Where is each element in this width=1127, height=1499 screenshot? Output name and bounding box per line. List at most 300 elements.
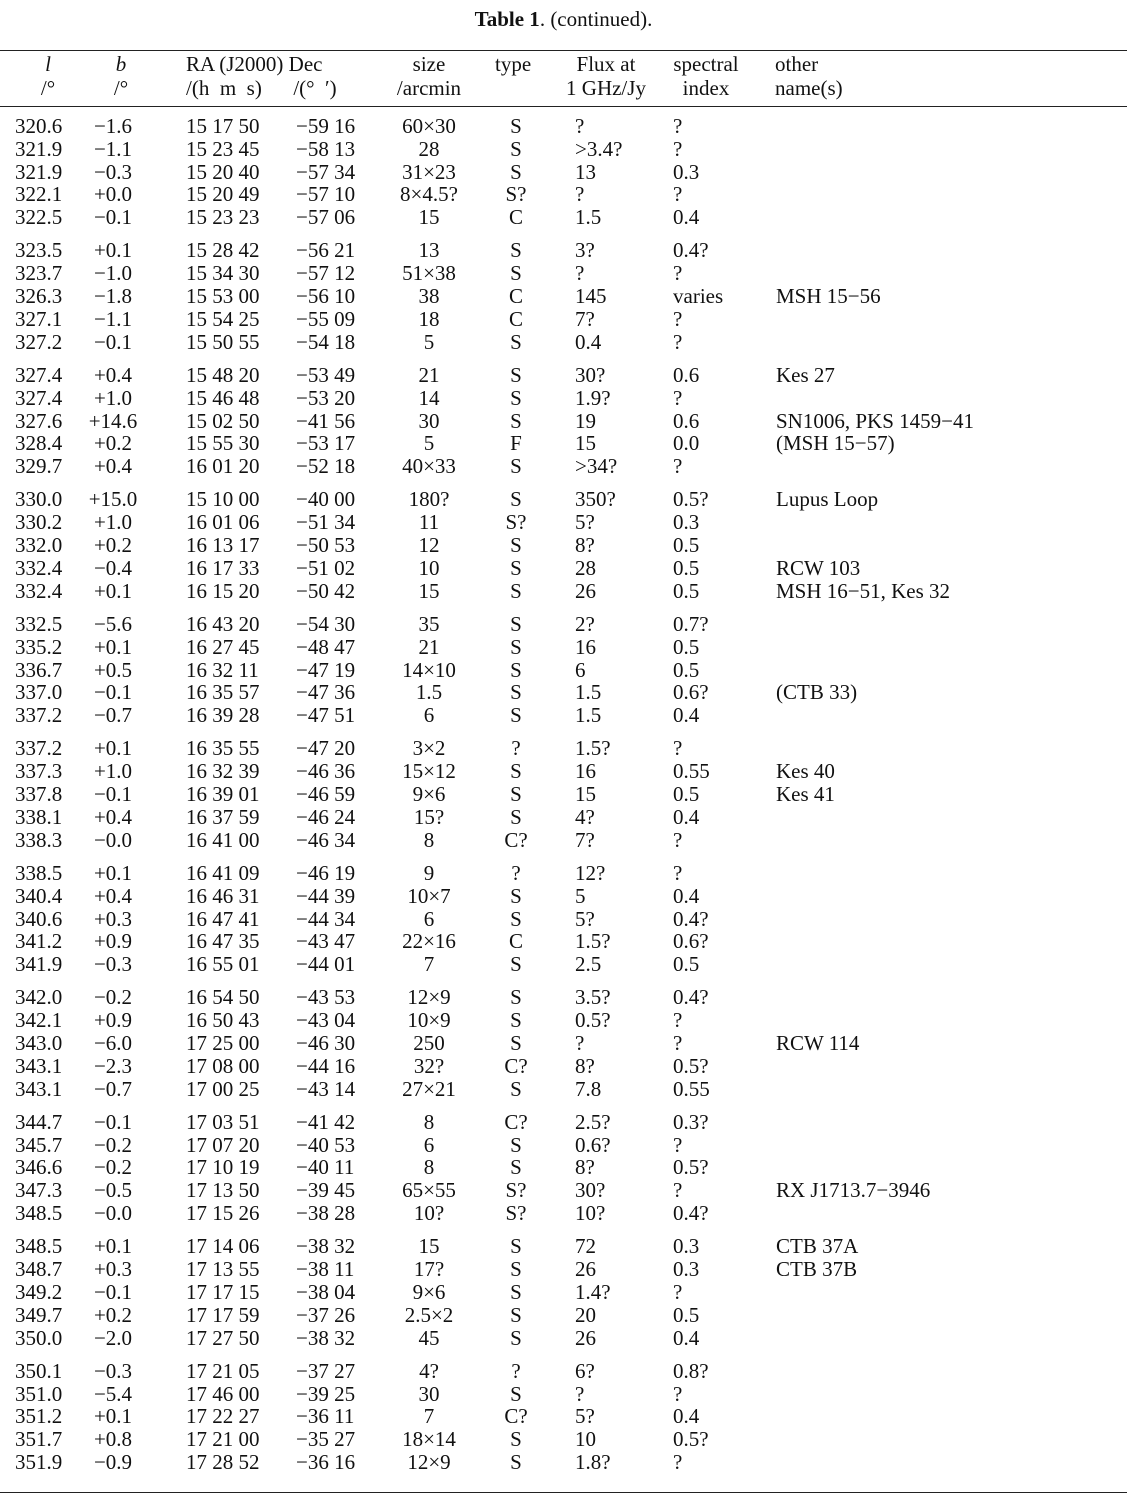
cell-ra: 17 08 00 bbox=[186, 1053, 260, 1078]
cell-flux: 350? bbox=[575, 487, 616, 512]
cell-l: 321.9 bbox=[15, 136, 63, 161]
cell-spectral-index: 0.3? bbox=[673, 1109, 709, 1134]
cell-other-names: Kes 41 bbox=[776, 782, 835, 807]
cell-type: S bbox=[510, 782, 522, 807]
cell-l: 346.6 bbox=[15, 1155, 63, 1180]
cell-b: −0.7 bbox=[93, 1076, 133, 1101]
cell-dec: −40 00 bbox=[296, 487, 356, 512]
cell-size: 65×55 bbox=[402, 1178, 456, 1203]
cell-b: −0.1 bbox=[93, 782, 133, 807]
cell-type: S bbox=[510, 703, 522, 728]
cell-spectral-index: ? bbox=[673, 114, 683, 138]
cell-flux: 7? bbox=[575, 827, 595, 852]
cell-size: 6 bbox=[423, 906, 435, 931]
cell-ra: 17 15 26 bbox=[186, 1201, 260, 1226]
cell-type: S bbox=[510, 114, 522, 138]
cell-flux: ? bbox=[575, 1381, 585, 1406]
cell-dec: −50 53 bbox=[296, 533, 356, 558]
cell-size: 8 bbox=[423, 827, 435, 852]
cell-ra: 15 23 45 bbox=[186, 136, 260, 161]
table-row bbox=[0, 331, 1127, 354]
cell-dec: −38 32 bbox=[296, 1325, 356, 1350]
cell-type: S bbox=[510, 906, 522, 931]
cell-b: +15.0 bbox=[88, 487, 138, 512]
cell-spectral-index: 0.5 bbox=[673, 952, 700, 977]
cell-b: −5.6 bbox=[93, 611, 133, 636]
cell-ra: 17 28 52 bbox=[186, 1450, 260, 1475]
cell-b: −0.7 bbox=[93, 703, 133, 728]
cell-dec: −44 16 bbox=[296, 1053, 356, 1078]
cell-type: S bbox=[510, 385, 522, 410]
cell-b: +0.4 bbox=[93, 362, 133, 387]
cell-flux: 0.6? bbox=[575, 1132, 611, 1157]
cell-size: 14×10 bbox=[402, 657, 456, 682]
cell-spectral-index: 0.6 bbox=[673, 408, 700, 433]
cell-ra: 15 48 20 bbox=[186, 362, 260, 387]
cell-dec: −39 25 bbox=[296, 1381, 356, 1406]
cell-flux: 2.5 bbox=[575, 952, 602, 977]
cell-spectral-index: 0.5 bbox=[673, 578, 700, 603]
cell-size: 32? bbox=[413, 1053, 445, 1078]
cell-ra: 17 07 20 bbox=[186, 1132, 260, 1157]
cell-type: S bbox=[510, 634, 522, 659]
cell-l: 344.7 bbox=[15, 1109, 63, 1134]
cell-spectral-index: 0.5? bbox=[673, 487, 709, 512]
cell-spectral-index: 0.5 bbox=[673, 782, 700, 807]
table-row bbox=[0, 986, 1127, 1009]
cell-spectral-index: 0.4? bbox=[673, 906, 709, 931]
cell-dec: −50 42 bbox=[296, 578, 356, 603]
cell-l: 350.1 bbox=[15, 1358, 63, 1383]
cell-ra: 15 53 00 bbox=[186, 284, 260, 309]
cell-b: −0.3 bbox=[93, 159, 133, 184]
header-spectral-index: spectral index bbox=[673, 52, 739, 100]
cell-b: +0.4 bbox=[93, 454, 133, 479]
cell-type: S bbox=[510, 362, 522, 387]
top-rule bbox=[0, 50, 1127, 51]
cell-ra: 15 50 55 bbox=[186, 329, 260, 354]
cell-dec: −38 11 bbox=[296, 1257, 355, 1282]
cell-type: C? bbox=[504, 1053, 528, 1078]
cell-dec: −44 39 bbox=[296, 883, 356, 908]
cell-flux: 8? bbox=[575, 1053, 595, 1078]
cell-spectral-index: 0.6? bbox=[673, 680, 709, 705]
cell-spectral-index: ? bbox=[673, 182, 683, 207]
table-caption bbox=[0, 7, 1127, 31]
cell-b: −0.3 bbox=[93, 1358, 133, 1383]
cell-ra: 16 46 31 bbox=[186, 883, 260, 908]
cell-flux: 4? bbox=[575, 804, 595, 829]
cell-dec: −44 34 bbox=[296, 906, 356, 931]
cell-size: 180? bbox=[408, 487, 450, 512]
cell-b: +0.1 bbox=[93, 736, 133, 761]
cell-other-names: (MSH 15−57) bbox=[776, 431, 895, 456]
row-group bbox=[0, 737, 1127, 851]
cell-size: 40×33 bbox=[402, 454, 456, 479]
cell-dec: −53 20 bbox=[296, 385, 356, 410]
table-row bbox=[0, 580, 1127, 603]
table-row bbox=[0, 1156, 1127, 1179]
cell-l: 338.5 bbox=[15, 860, 63, 885]
cell-size: 15 bbox=[418, 205, 440, 230]
cell-ra: 15 20 40 bbox=[186, 159, 260, 184]
table-row bbox=[0, 1428, 1127, 1451]
cell-b: +0.1 bbox=[93, 860, 133, 885]
cell-dec: −46 24 bbox=[296, 804, 356, 829]
cell-l: 330.2 bbox=[15, 510, 63, 535]
cell-type: S bbox=[510, 329, 522, 354]
cell-flux: 26 bbox=[575, 578, 596, 603]
cell-ra: 17 17 15 bbox=[186, 1279, 260, 1304]
cell-l: 349.7 bbox=[15, 1302, 63, 1327]
cell-size: 10×7 bbox=[407, 883, 451, 908]
cell-ra: 16 54 50 bbox=[186, 985, 260, 1010]
row-group bbox=[0, 862, 1127, 976]
cell-size: 51×38 bbox=[402, 261, 456, 286]
cell-spectral-index: ? bbox=[673, 1132, 683, 1157]
cell-type: S bbox=[510, 759, 522, 784]
cell-ra: 16 41 00 bbox=[186, 827, 260, 852]
cell-dec: −40 11 bbox=[296, 1155, 355, 1180]
cell-dec: −43 14 bbox=[296, 1076, 356, 1101]
cell-type: S bbox=[510, 611, 522, 636]
row-group bbox=[0, 1111, 1127, 1225]
table-row bbox=[0, 659, 1127, 682]
cell-type: S bbox=[510, 657, 522, 682]
cell-l: 348.5 bbox=[15, 1201, 63, 1226]
cell-type: S bbox=[510, 985, 522, 1010]
cell-l: 351.7 bbox=[15, 1427, 63, 1452]
cell-type: S bbox=[510, 1257, 522, 1282]
cell-b: −1.0 bbox=[93, 261, 133, 286]
cell-l: 327.4 bbox=[15, 385, 63, 410]
cell-l: 337.2 bbox=[15, 703, 63, 728]
cell-type: ? bbox=[511, 736, 521, 761]
table-row bbox=[0, 1111, 1127, 1134]
cell-size: 28 bbox=[418, 136, 440, 161]
cell-b: +0.3 bbox=[93, 1257, 133, 1282]
cell-ra: 17 46 00 bbox=[186, 1381, 260, 1406]
cell-size: 1.5 bbox=[415, 680, 443, 705]
cell-l: 338.1 bbox=[15, 804, 63, 829]
cell-type: S? bbox=[505, 510, 527, 535]
cell-size: 6 bbox=[423, 1132, 435, 1157]
cell-type: C bbox=[508, 205, 523, 230]
cell-type: F bbox=[510, 431, 522, 456]
cell-flux: >3.4? bbox=[575, 136, 623, 161]
cell-ra: 16 39 28 bbox=[186, 703, 260, 728]
cell-dec: −53 49 bbox=[296, 362, 356, 387]
cell-b: −0.1 bbox=[93, 680, 133, 705]
table-row bbox=[0, 432, 1127, 455]
cell-b: −1.8 bbox=[93, 284, 133, 309]
cell-type: S? bbox=[505, 1178, 527, 1203]
cell-ra: 16 39 01 bbox=[186, 782, 260, 807]
cell-spectral-index: 0.4 bbox=[673, 1325, 700, 1350]
cell-ra: 16 41 09 bbox=[186, 860, 260, 885]
cell-flux: 19 bbox=[575, 408, 596, 433]
cell-flux: 30? bbox=[575, 1178, 606, 1203]
cell-flux: ? bbox=[575, 1030, 585, 1055]
cell-size: 12×9 bbox=[407, 1450, 451, 1475]
cell-l: 350.0 bbox=[15, 1325, 63, 1350]
cell-size: 14 bbox=[418, 385, 440, 410]
cell-flux: 6? bbox=[575, 1358, 595, 1383]
cell-dec: −46 59 bbox=[296, 782, 356, 807]
header-radec: RA (J2000) Dec /(h m s) /(° ′) bbox=[186, 52, 337, 100]
cell-flux: 1.5? bbox=[575, 929, 611, 954]
cell-flux: 26 bbox=[575, 1325, 596, 1350]
cell-dec: −54 30 bbox=[296, 611, 356, 636]
table-row bbox=[0, 1405, 1127, 1428]
cell-type: C? bbox=[504, 1404, 528, 1429]
cell-size: 45 bbox=[418, 1325, 440, 1350]
cell-l: 330.0 bbox=[15, 487, 63, 512]
cell-l: 323.7 bbox=[15, 261, 63, 286]
cell-size: 8 bbox=[423, 1109, 435, 1134]
cell-flux: ? bbox=[575, 261, 585, 286]
row-group bbox=[0, 239, 1127, 353]
cell-flux: 12? bbox=[575, 860, 606, 885]
cell-ra: 16 01 06 bbox=[186, 510, 260, 535]
table-row bbox=[0, 681, 1127, 704]
cell-other-names: CTB 37A bbox=[776, 1234, 859, 1259]
cell-ra: 15 54 25 bbox=[186, 306, 260, 331]
cell-flux: 0.5? bbox=[575, 1008, 611, 1033]
cell-size: 9×6 bbox=[412, 1279, 446, 1304]
cell-dec: −44 01 bbox=[296, 952, 356, 977]
cell-size: 2.5×2 bbox=[404, 1302, 454, 1327]
header-type: type bbox=[495, 52, 532, 76]
cell-spectral-index: ? bbox=[673, 261, 683, 286]
cell-b: −0.3 bbox=[93, 952, 133, 977]
table-row bbox=[0, 308, 1127, 331]
cell-spectral-index: ? bbox=[673, 860, 683, 885]
cell-type: S bbox=[510, 1132, 522, 1157]
cell-b: +0.9 bbox=[93, 929, 133, 954]
cell-b: +0.1 bbox=[93, 578, 133, 603]
cell-spectral-index: 0.7? bbox=[673, 611, 709, 636]
cell-l: 337.0 bbox=[15, 680, 63, 705]
cell-type: S bbox=[510, 159, 522, 184]
cell-b: −1.1 bbox=[93, 306, 133, 331]
cell-spectral-index: 0.4? bbox=[673, 238, 709, 263]
cell-b: +0.1 bbox=[93, 634, 133, 659]
cell-type: S bbox=[510, 408, 522, 433]
cell-dec: −38 04 bbox=[296, 1279, 356, 1304]
row-group bbox=[0, 1360, 1127, 1474]
cell-b: +0.8 bbox=[93, 1427, 133, 1452]
cell-l: 332.5 bbox=[15, 611, 63, 636]
cell-type: S bbox=[510, 1030, 522, 1055]
table-row bbox=[0, 387, 1127, 410]
cell-other-names: RX J1713.7−3946 bbox=[776, 1178, 931, 1203]
cell-dec: −36 11 bbox=[296, 1404, 355, 1429]
cell-dec: −47 19 bbox=[296, 657, 356, 682]
cell-ra: 15 34 30 bbox=[186, 261, 260, 286]
cell-b: −5.4 bbox=[93, 1381, 133, 1406]
cell-type: S bbox=[510, 1427, 522, 1452]
cell-flux: 28 bbox=[575, 555, 596, 580]
cell-b: −1.6 bbox=[93, 114, 133, 138]
cell-ra: 17 10 19 bbox=[186, 1155, 260, 1180]
cell-ra: 15 55 30 bbox=[186, 431, 260, 456]
cell-b: −6.0 bbox=[93, 1030, 133, 1055]
cell-type: S? bbox=[505, 182, 527, 207]
cell-l: 343.1 bbox=[15, 1053, 63, 1078]
cell-b: +1.0 bbox=[93, 385, 133, 410]
cell-dec: −55 09 bbox=[296, 306, 356, 331]
table-row bbox=[0, 930, 1127, 953]
cell-b: +0.1 bbox=[93, 1234, 133, 1259]
cell-other-names: SN1006, PKS 1459−41 bbox=[776, 408, 974, 433]
cell-flux: 5? bbox=[575, 510, 595, 535]
table-row bbox=[0, 1235, 1127, 1258]
cell-b: +1.0 bbox=[93, 759, 133, 784]
cell-spectral-index: ? bbox=[673, 736, 683, 761]
cell-ra: 15 46 48 bbox=[186, 385, 260, 410]
cell-b: −0.4 bbox=[93, 555, 133, 580]
cell-spectral-index: 0.5 bbox=[673, 533, 700, 558]
cell-l: 335.2 bbox=[15, 634, 63, 659]
cell-type: C bbox=[508, 284, 523, 309]
cell-l: 341.2 bbox=[15, 929, 63, 954]
cell-ra: 15 17 50 bbox=[186, 114, 260, 138]
cell-flux: ? bbox=[575, 114, 585, 138]
cell-other-names: Kes 27 bbox=[776, 362, 835, 387]
cell-spectral-index: ? bbox=[673, 136, 683, 161]
cell-type: C? bbox=[504, 1109, 528, 1134]
cell-spectral-index: 0.5 bbox=[673, 634, 700, 659]
cell-spectral-index: 0.5 bbox=[673, 657, 700, 682]
cell-spectral-index: ? bbox=[673, 1279, 683, 1304]
cell-size: 10×9 bbox=[407, 1008, 451, 1033]
cell-spectral-index: 0.55 bbox=[673, 759, 710, 784]
table-row bbox=[0, 534, 1127, 557]
cell-dec: −56 21 bbox=[296, 238, 356, 263]
row-group bbox=[0, 364, 1127, 478]
cell-dec: −46 30 bbox=[296, 1030, 356, 1055]
cell-l: 336.7 bbox=[15, 657, 63, 682]
cell-size: 11 bbox=[418, 510, 440, 535]
cell-l: 337.3 bbox=[15, 759, 63, 784]
cell-flux: 3? bbox=[575, 238, 595, 263]
cell-type: S bbox=[510, 533, 522, 558]
table-row bbox=[0, 115, 1127, 138]
cell-dec: −43 04 bbox=[296, 1008, 356, 1033]
table-row bbox=[0, 410, 1127, 433]
cell-flux: ? bbox=[575, 182, 585, 207]
table-row bbox=[0, 511, 1127, 534]
cell-l: 337.8 bbox=[15, 782, 63, 807]
cell-b: +0.9 bbox=[93, 1008, 133, 1033]
cell-other-names: MSH 15−56 bbox=[776, 284, 881, 309]
cell-ra: 17 13 55 bbox=[186, 1257, 260, 1282]
cell-size: 35 bbox=[418, 611, 440, 636]
cell-b: −0.1 bbox=[93, 205, 133, 230]
cell-size: 30 bbox=[418, 1381, 440, 1406]
cell-ra: 16 01 20 bbox=[186, 454, 260, 479]
cell-spectral-index: 0.4? bbox=[673, 985, 709, 1010]
cell-other-names: RCW 103 bbox=[776, 555, 861, 580]
cell-size: 21 bbox=[418, 634, 440, 659]
cell-spectral-index: 0.4 bbox=[673, 1404, 700, 1429]
table-row bbox=[0, 908, 1127, 931]
cell-l: 322.5 bbox=[15, 205, 63, 230]
cell-size: 3×2 bbox=[412, 736, 446, 761]
cell-ra: 16 17 33 bbox=[186, 555, 260, 580]
cell-type: C? bbox=[504, 827, 528, 852]
table-row bbox=[0, 1383, 1127, 1406]
cell-spectral-index: ? bbox=[673, 1030, 683, 1055]
cell-spectral-index: 0.4? bbox=[673, 1201, 709, 1226]
cell-spectral-index: 0.4 bbox=[673, 804, 700, 829]
cell-size: 15 bbox=[418, 578, 440, 603]
cell-ra: 15 20 49 bbox=[186, 182, 260, 207]
cell-spectral-index: 0.6 bbox=[673, 362, 700, 387]
table-row bbox=[0, 364, 1127, 387]
cell-l: 340.6 bbox=[15, 906, 63, 931]
cell-size: 27×21 bbox=[402, 1076, 456, 1101]
cell-dec: −54 18 bbox=[296, 329, 356, 354]
cell-ra: 16 47 41 bbox=[186, 906, 260, 931]
cell-size: 7 bbox=[423, 952, 435, 977]
table-row bbox=[0, 613, 1127, 636]
cell-ra: 16 37 59 bbox=[186, 804, 260, 829]
cell-ra: 17 22 27 bbox=[186, 1404, 260, 1429]
cell-ra: 17 17 59 bbox=[186, 1302, 260, 1327]
cell-flux: 15 bbox=[575, 431, 596, 456]
cell-size: 250 bbox=[413, 1030, 445, 1055]
cell-l: 348.5 bbox=[15, 1234, 63, 1259]
cell-size: 7 bbox=[423, 1404, 435, 1429]
cell-size: 31×23 bbox=[402, 159, 456, 184]
cell-l: 332.4 bbox=[15, 555, 63, 580]
cell-dec: −51 34 bbox=[296, 510, 356, 535]
cell-dec: −57 34 bbox=[296, 159, 356, 184]
cell-size: 17? bbox=[413, 1257, 445, 1282]
cell-spectral-index: 0.3 bbox=[673, 1257, 700, 1282]
cell-size: 6 bbox=[423, 703, 435, 728]
cell-flux: 1.5? bbox=[575, 736, 611, 761]
cell-ra: 15 02 50 bbox=[186, 408, 260, 433]
cell-flux: 72 bbox=[575, 1234, 596, 1259]
cell-dec: −57 10 bbox=[296, 182, 356, 207]
cell-l: 348.7 bbox=[15, 1257, 63, 1282]
cell-spectral-index: ? bbox=[673, 1178, 683, 1203]
cell-l: 332.4 bbox=[15, 578, 63, 603]
cell-flux: 8? bbox=[575, 1155, 595, 1180]
cell-dec: −58 13 bbox=[296, 136, 356, 161]
cell-spectral-index: ? bbox=[673, 1008, 683, 1033]
cell-ra: 17 13 50 bbox=[186, 1178, 260, 1203]
table-caption-text: . (continued). bbox=[539, 7, 653, 31]
cell-dec: −43 53 bbox=[296, 985, 356, 1010]
cell-l: 341.9 bbox=[15, 952, 63, 977]
cell-spectral-index: 0.0 bbox=[673, 431, 700, 456]
table-row bbox=[0, 455, 1127, 478]
cell-flux: 20 bbox=[575, 1302, 596, 1327]
table-row bbox=[0, 1327, 1127, 1350]
cell-dec: −38 28 bbox=[296, 1201, 356, 1226]
cell-flux: 2.5? bbox=[575, 1109, 611, 1134]
table-row bbox=[0, 1032, 1127, 1055]
table-row bbox=[0, 206, 1127, 229]
cell-l: 329.7 bbox=[15, 454, 63, 479]
cell-spectral-index: 0.4 bbox=[673, 703, 700, 728]
cell-type: S bbox=[510, 680, 522, 705]
table-row bbox=[0, 161, 1127, 184]
